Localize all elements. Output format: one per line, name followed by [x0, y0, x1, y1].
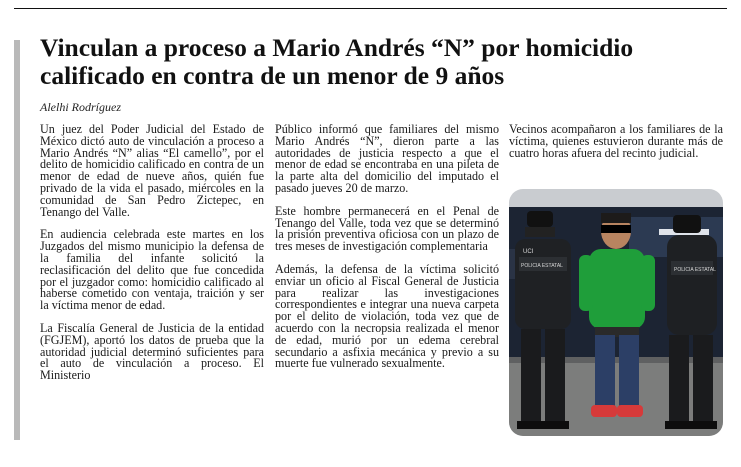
paragraph: En audiencia celebrada este martes en los Juzgados del mismo municipio la defensa de la familia del infante solicitó la reclasificación del delito que fue concedida por el juzgador como: homicidio calificado al haberse cometido con ventaja, traición y ser la víctima menor de edad. — [40, 227, 264, 313]
column-1 — [40, 124, 264, 393]
vest-patch: UCI — [523, 249, 534, 255]
paragraph: Además, la defensa de la víctima solicitó enviar un oficio al Fiscal General de Justicia para realizar las investigaciones correspondientes e integrar una nueva carpeta por el delito de violación, toda vez que de acuerdo con la necropsia realizada el menor de edad, murió por un edema cerebral secundario a asfixia mecánica y previo a su muerte fue vulnerado sexualmente. — [275, 261, 499, 371]
paragraph: La Fiscalía General de Justicia de la entidad (FGJEM), aportó los datos de prueba que la autoridad judicial determinó suficientes para el auto de vinculación a proceso. El Ministerio — [40, 320, 264, 383]
paragraph: Un juez del Poder Judicial del Estado de México dictó auto de vinculación a proceso a Mario Andrés “N” alias “El camello”, por el delito de homicidio calificado en contra de un menor de edad de nueve años, quién fue privado de la vida el pasado, miércoles en la comunidad de San Pedro Zictepec, en Tenango del Valle. — [40, 122, 264, 219]
arrest-photo — [509, 189, 723, 436]
vest-label-right: POLICIA ESTATAL — [674, 267, 716, 273]
top-rule — [14, 8, 727, 9]
column-2 — [275, 124, 499, 381]
column-3 — [509, 124, 723, 170]
accent-bar — [14, 40, 20, 440]
paragraph: Público informó que familiares del mismo Mario Andrés “N”, dieron parte a las autoridades de justicia respecto a que el menor de edad se encontraba en una pileta de la parte alta del domicilio del imputado el pasado jueves 20 de marzo. — [275, 122, 499, 195]
vest-label-left: POLICIA ESTATAL — [521, 263, 563, 269]
byline: Alelhi Rodríguez — [40, 100, 121, 114]
paragraph: Vecinos acompañaron a los familiares de la víctima, quienes estuvieron durante más de cuatro horas afuera del recinto judicial. — [509, 122, 723, 160]
paragraph: Este hombre permanecerá en el Penal de Tenango del Valle, toda vez que se determinó la prisión preventiva oficiosa con un plazo de tres meses de investigación complementaria — [275, 203, 499, 254]
headline: Vinculan a proceso a Mario Andrés “N” por homicidio calificado en contra de un menor de 9 años — [40, 33, 634, 90]
